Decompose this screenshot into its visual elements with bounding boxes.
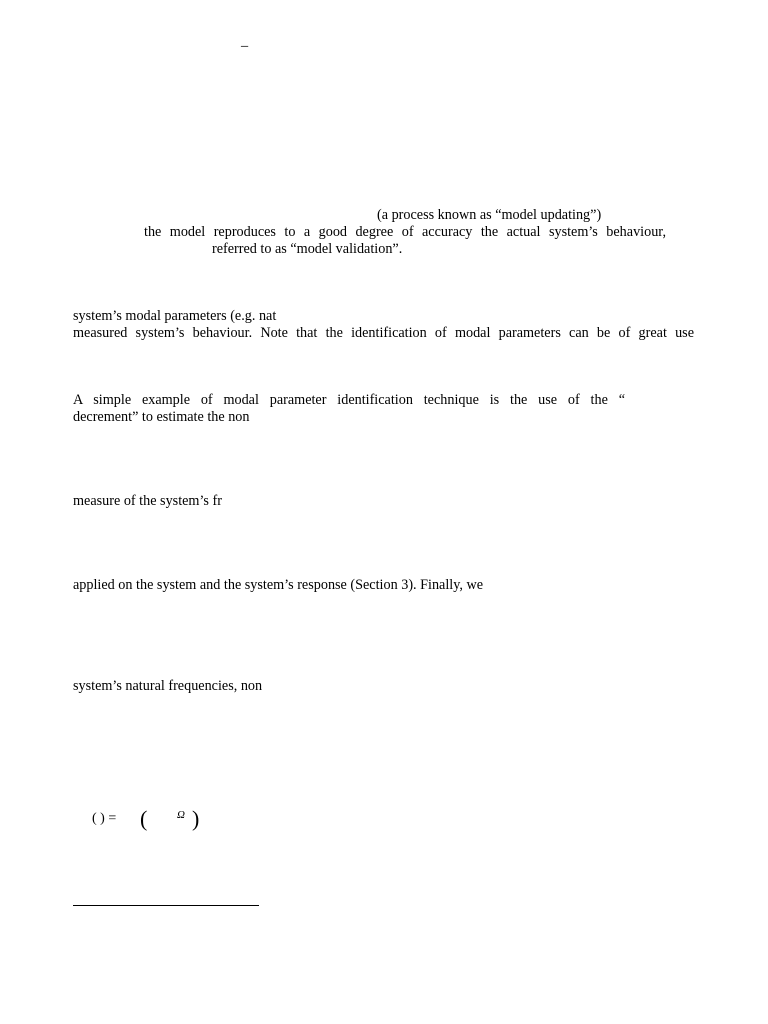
equation-omega: Ω	[177, 809, 185, 821]
text-line-measure: measure of the system’s fr	[73, 493, 222, 509]
text-line-measured-behaviour: measured system’s behaviour. Note that the identification of modal parameters can be of great use	[73, 325, 694, 341]
text-line-model-validation: referred to as “model validation”.	[212, 241, 403, 257]
equation-lhs: ( ) =	[92, 811, 117, 826]
equation-open-paren: (	[140, 806, 148, 831]
footnote-separator	[73, 905, 259, 906]
text-line-model-reproduces: the model reproduces to a good degree of accuracy the actual system’s behaviour,	[144, 224, 666, 240]
text-line-natural-frequencies: system’s natural frequencies, non	[73, 678, 263, 694]
text-line-applied: applied on the system and the system’s response (Section 3). Finally, we	[73, 577, 484, 593]
header-dash: –	[241, 38, 249, 54]
text-line-simple-example: A simple example of modal parameter identification technique is the use of the “	[73, 392, 625, 408]
text-line-model-updating: (a process known as “model updating”)	[377, 207, 602, 223]
text-line-modal-parameters: system’s modal parameters (e.g. nat	[73, 308, 277, 324]
text-line-decrement: decrement” to estimate the non	[73, 409, 250, 425]
equation	[92, 806, 212, 834]
equation-close-paren: )	[192, 806, 200, 831]
